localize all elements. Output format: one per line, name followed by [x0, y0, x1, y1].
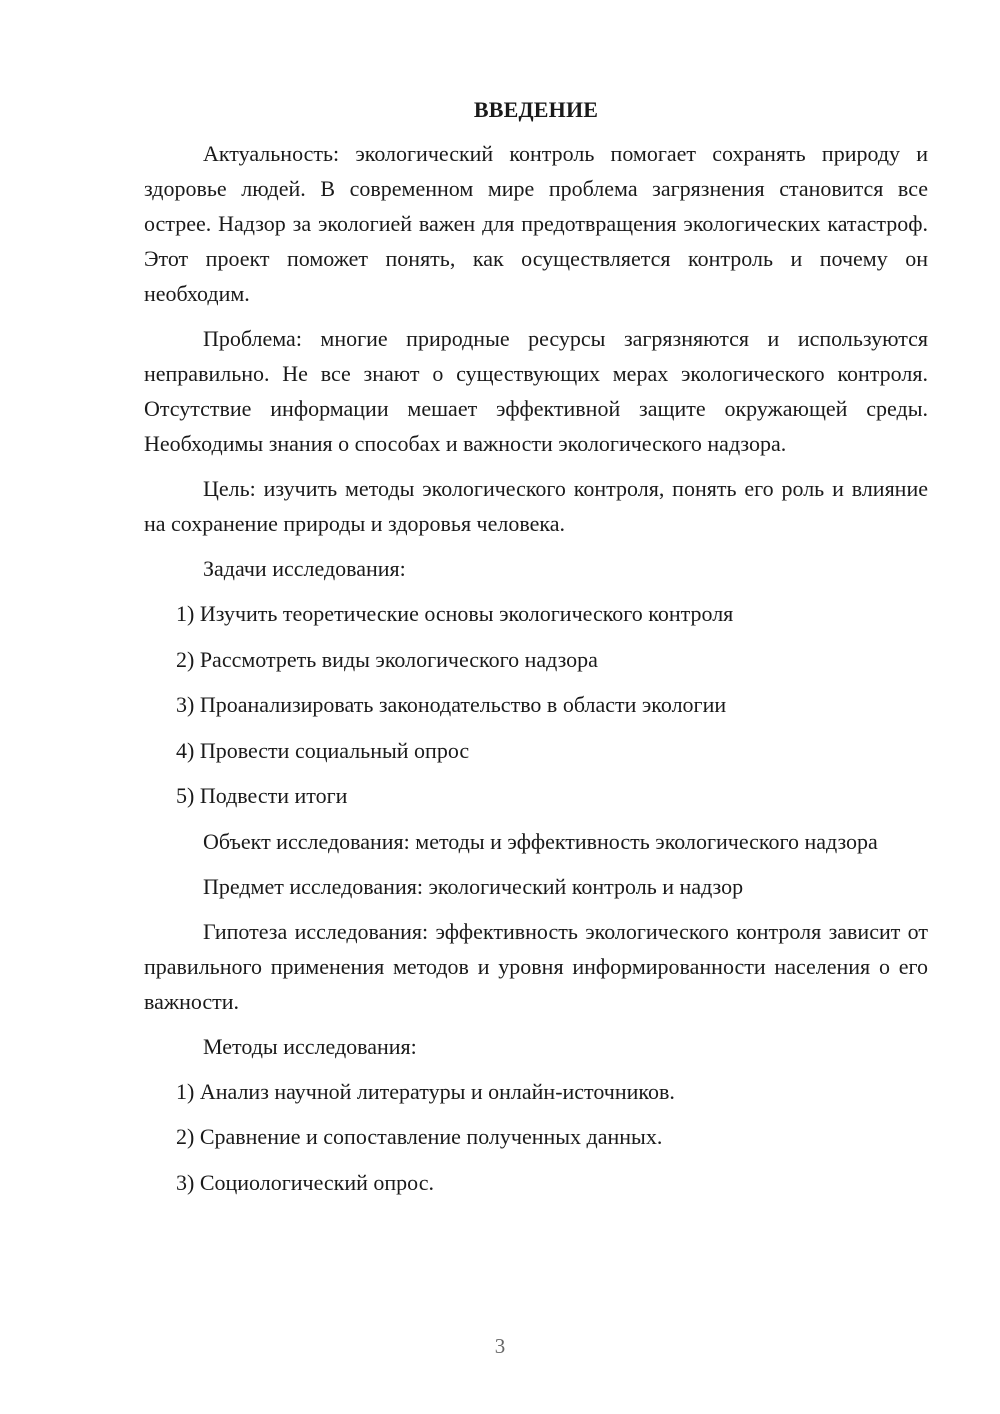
- list-item: 2) Сравнение и сопоставление полученных данных.: [176, 1124, 663, 1149]
- list-item: 4) Провести социальный опрос: [176, 737, 470, 763]
- goal-paragraph: Цель: изучить методы экологического контроля, понять его роль и влияние на сохранение природы и здоровья человека.: [144, 476, 928, 536]
- list-item: 1) Изучить теоретические основы экологического контроля: [176, 601, 734, 626]
- relevance-paragraph: Актуальность: экологический контроль помогает сохранять природу и здоровье людей. В современном мире проблема загрязнения становится все острее. Надзор за экологией важен для предотвращения экологических катастроф. Этот проект поможет понять, как осуществляется контроль и почему он необходим.: [144, 141, 928, 306]
- page-title: ВВЕДЕНИЕ: [473, 97, 599, 122]
- methods-list: [144, 1074, 928, 1200]
- document-page: [144, 94, 928, 1210]
- list-item: 5) Подвести итоги: [176, 783, 348, 808]
- list-item: 3) Социологический опрос.: [176, 1169, 434, 1195]
- page-number: 3: [494, 1334, 506, 1358]
- tasks-list: [144, 596, 928, 813]
- list-item: 1) Анализ научной литературы и онлайн-источников.: [176, 1078, 675, 1104]
- list-item: 3) Проанализировать законодательство в области экологии: [176, 692, 727, 717]
- hypothesis-paragraph: Гипотеза исследования: эффективность экологического контроля зависит от правильного применения методов и уровня информированности населения о его важности.: [144, 918, 928, 1014]
- subject-paragraph: Предмет исследования: экологический контроль и надзор: [203, 873, 744, 899]
- methods-heading: Методы исследования:: [203, 1033, 417, 1059]
- object-paragraph: Объект исследования: методы и эффективность экологического надзора: [203, 828, 878, 854]
- problem-paragraph: Проблема: многие природные ресурсы загрязняются и используются неправильно. Не все знают о существующих мерах экологического контроля. Отсутствие информации мешает эффективной защите окружающей среды. Необходимы знания о способах и важности экологического надзора.: [144, 326, 928, 456]
- list-item: 2) Рассмотреть виды экологического надзора: [176, 646, 598, 672]
- tasks-heading: Задачи исследования:: [203, 556, 406, 581]
